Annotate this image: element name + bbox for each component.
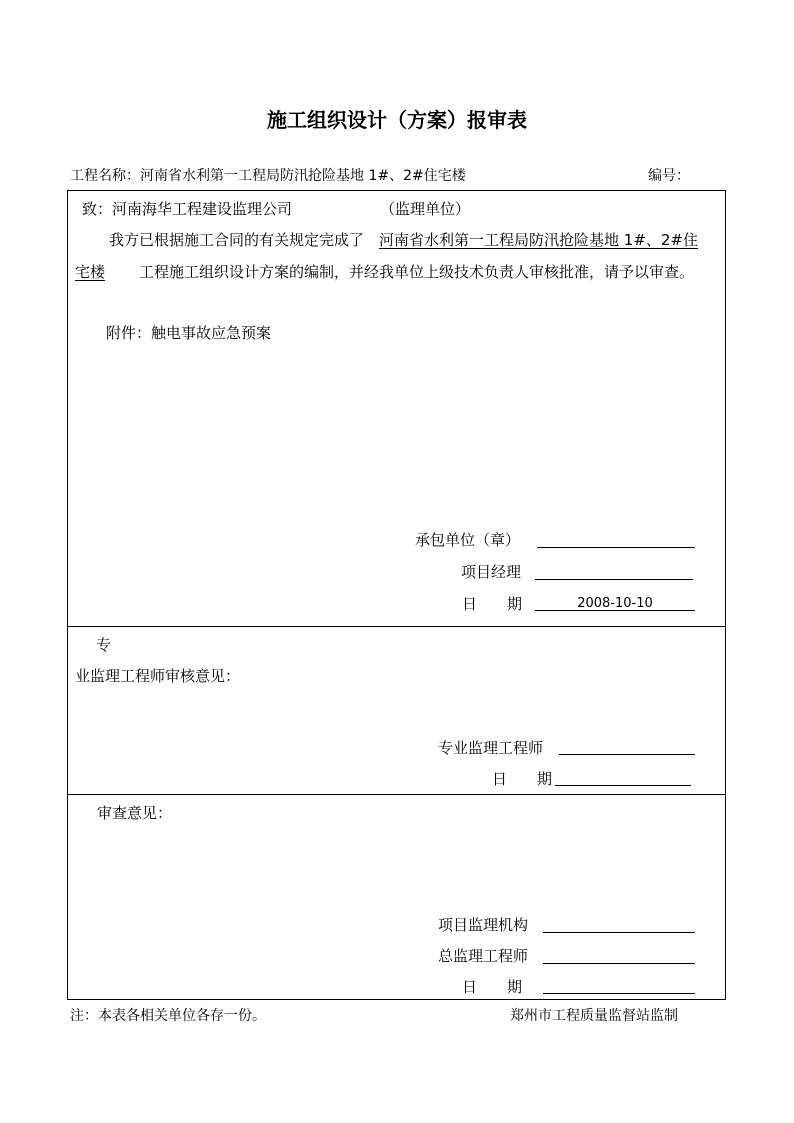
contractor-signature-line [537,547,695,548]
section-divider [68,794,725,795]
review-date-line [543,993,695,994]
specialist-opinion-label: 业监理工程师审核意见： [75,667,241,685]
project-name-label: 工程名称：河南省水利第一工程局防汛抢险基地 1#、2#住宅楼 [70,168,466,184]
contractor-label: 承包单位（章） [415,531,521,549]
specialist-date-line [555,785,691,786]
recipient-label: 致：河南海华工程建设监理公司 [82,200,293,218]
form-title: 施工组织设计（方案）报审表 [267,108,527,132]
chief-engineer-signature-line [543,963,695,964]
recipient-unit-label: （监理单位） [380,200,471,218]
review-form [67,190,726,1000]
contractor-date-value: 2008-10-10 [577,596,653,611]
number-label: 编号： [648,168,690,184]
project-manager-signature-line [535,579,693,580]
statement-project-name-cont: 宅楼 [75,263,106,281]
zhuan-char: 专 [96,636,112,654]
supervision-org-label: 项目监理机构 [438,916,529,934]
statement-suffix: 工程施工组织设计方案的编制，并经我单位上级技术负责人审核批准，请予以审查。 [139,263,695,281]
statement-prefix: 我方已根据施工合同的有关规定完成了 [109,231,365,249]
statement-project-name: 河南省水利第一工程局防汛抢险基地 1#、2#住 [379,231,698,249]
specialist-date-label: 日 期 [492,770,553,788]
section-divider [68,626,725,627]
project-manager-label: 项目经理 [461,563,522,581]
footer-note: 注：本表各相关单位各存一份。 [70,1008,266,1024]
review-opinion-label: 审查意见： [97,804,173,822]
specialist-engineer-signature-line [559,754,695,755]
review-date-label: 日 期 [462,978,523,996]
supervision-org-signature-line [543,932,695,933]
attachment-label: 附件：触电事故应急预案 [106,324,272,342]
specialist-engineer-label: 专业监理工程师 [438,739,544,757]
contractor-date-label: 日 期 [462,595,523,613]
footer-issuer: 郑州市工程质量监督站监制 [510,1008,678,1024]
chief-engineer-label: 总监理工程师 [438,947,529,965]
